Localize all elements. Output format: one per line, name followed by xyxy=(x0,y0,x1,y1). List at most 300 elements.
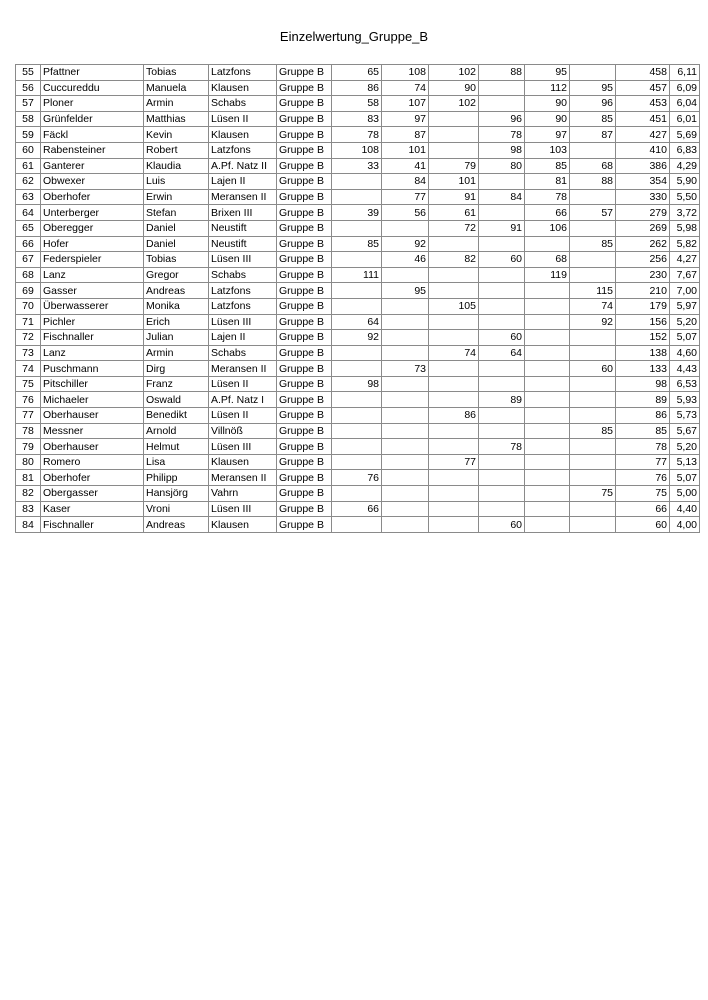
score-5-cell: 106 xyxy=(525,220,570,236)
club-cell: A.Pf. Natz I xyxy=(209,392,277,408)
rank-cell: 83 xyxy=(16,501,41,517)
last-name-cell: Ganterer xyxy=(41,158,144,174)
score-6-cell xyxy=(570,252,616,268)
score-5-cell xyxy=(525,345,570,361)
total-cell: 453 xyxy=(616,96,670,112)
average-cell: 5,00 xyxy=(670,486,700,502)
first-name-cell: Daniel xyxy=(144,220,209,236)
first-name-cell: Armin xyxy=(144,96,209,112)
score-6-cell xyxy=(570,439,616,455)
score-3-cell xyxy=(429,283,479,299)
score-1-cell: 64 xyxy=(332,314,382,330)
score-4-cell xyxy=(479,205,525,221)
rank-cell: 68 xyxy=(16,267,41,283)
last-name-cell: Fischnaller xyxy=(41,330,144,346)
score-6-cell xyxy=(570,220,616,236)
first-name-cell: Lisa xyxy=(144,454,209,470)
group-cell: Gruppe B xyxy=(277,142,332,158)
table-row xyxy=(16,80,700,96)
score-1-cell xyxy=(332,174,382,190)
score-6-cell: 75 xyxy=(570,486,616,502)
score-3-cell: 91 xyxy=(429,189,479,205)
table-row xyxy=(16,423,700,439)
last-name-cell: Cuccureddu xyxy=(41,80,144,96)
rank-cell: 60 xyxy=(16,142,41,158)
table-row xyxy=(16,345,700,361)
total-cell: 262 xyxy=(616,236,670,252)
rank-cell: 67 xyxy=(16,252,41,268)
score-4-cell: 64 xyxy=(479,345,525,361)
score-4-cell xyxy=(479,314,525,330)
total-cell: 256 xyxy=(616,252,670,268)
score-4-cell: 98 xyxy=(479,142,525,158)
average-cell: 6,11 xyxy=(670,65,700,81)
total-cell: 451 xyxy=(616,111,670,127)
table-row xyxy=(16,127,700,143)
score-3-cell: 102 xyxy=(429,96,479,112)
score-3-cell: 82 xyxy=(429,252,479,268)
score-5-cell xyxy=(525,314,570,330)
group-cell: Gruppe B xyxy=(277,408,332,424)
last-name-cell: Romero xyxy=(41,454,144,470)
score-1-cell: 76 xyxy=(332,470,382,486)
table-row xyxy=(16,205,700,221)
total-cell: 427 xyxy=(616,127,670,143)
last-name-cell: Gasser xyxy=(41,283,144,299)
first-name-cell: Dirg xyxy=(144,361,209,377)
first-name-cell: Tobias xyxy=(144,252,209,268)
score-4-cell xyxy=(479,486,525,502)
table-row xyxy=(16,376,700,392)
score-6-cell xyxy=(570,470,616,486)
first-name-cell: Benedikt xyxy=(144,408,209,424)
rank-cell: 72 xyxy=(16,330,41,346)
score-1-cell: 66 xyxy=(332,501,382,517)
table-row xyxy=(16,236,700,252)
average-cell: 3,72 xyxy=(670,205,700,221)
last-name-cell: Pitschiller xyxy=(41,376,144,392)
score-1-cell: 86 xyxy=(332,80,382,96)
rank-cell: 63 xyxy=(16,189,41,205)
first-name-cell: Klaudia xyxy=(144,158,209,174)
score-4-cell xyxy=(479,361,525,377)
group-cell: Gruppe B xyxy=(277,454,332,470)
club-cell: Latzfons xyxy=(209,283,277,299)
table-row xyxy=(16,439,700,455)
score-6-cell xyxy=(570,454,616,470)
score-5-cell xyxy=(525,361,570,377)
first-name-cell: Monika xyxy=(144,298,209,314)
score-3-cell: 77 xyxy=(429,454,479,470)
score-3-cell: 90 xyxy=(429,80,479,96)
average-cell: 5,98 xyxy=(670,220,700,236)
total-cell: 89 xyxy=(616,392,670,408)
table-row xyxy=(16,408,700,424)
rank-cell: 75 xyxy=(16,376,41,392)
score-1-cell: 33 xyxy=(332,158,382,174)
first-name-cell: Kevin xyxy=(144,127,209,143)
club-cell: Villnöß xyxy=(209,423,277,439)
first-name-cell: Franz xyxy=(144,376,209,392)
group-cell: Gruppe B xyxy=(277,361,332,377)
club-cell: Lüsen II xyxy=(209,408,277,424)
club-cell: Schabs xyxy=(209,96,277,112)
score-1-cell xyxy=(332,361,382,377)
score-6-cell xyxy=(570,408,616,424)
score-2-cell: 108 xyxy=(382,65,429,81)
score-4-cell xyxy=(479,298,525,314)
score-1-cell xyxy=(332,439,382,455)
group-cell: Gruppe B xyxy=(277,236,332,252)
club-cell: Meransen II xyxy=(209,189,277,205)
score-5-cell xyxy=(525,330,570,346)
first-name-cell: Tobias xyxy=(144,65,209,81)
last-name-cell: Obergasser xyxy=(41,486,144,502)
rank-cell: 82 xyxy=(16,486,41,502)
table-row xyxy=(16,298,700,314)
last-name-cell: Puschmann xyxy=(41,361,144,377)
score-6-cell xyxy=(570,376,616,392)
last-name-cell: Oberhofer xyxy=(41,470,144,486)
table-row xyxy=(16,65,700,81)
score-4-cell xyxy=(479,454,525,470)
club-cell: Neustift xyxy=(209,220,277,236)
club-cell: Meransen II xyxy=(209,361,277,377)
club-cell: Lüsen II xyxy=(209,376,277,392)
score-2-cell: 87 xyxy=(382,127,429,143)
table-row xyxy=(16,96,700,112)
score-2-cell: 95 xyxy=(382,283,429,299)
total-cell: 77 xyxy=(616,454,670,470)
score-5-cell: 97 xyxy=(525,127,570,143)
score-5-cell xyxy=(525,501,570,517)
club-cell: Lüsen III xyxy=(209,314,277,330)
score-5-cell: 78 xyxy=(525,189,570,205)
first-name-cell: Armin xyxy=(144,345,209,361)
average-cell: 5,82 xyxy=(670,236,700,252)
rank-cell: 66 xyxy=(16,236,41,252)
club-cell: Vahrn xyxy=(209,486,277,502)
average-cell: 5,20 xyxy=(670,314,700,330)
table-row xyxy=(16,267,700,283)
table-row xyxy=(16,142,700,158)
score-6-cell: 74 xyxy=(570,298,616,314)
score-4-cell: 80 xyxy=(479,158,525,174)
average-cell: 4,00 xyxy=(670,517,700,533)
table-row xyxy=(16,454,700,470)
score-5-cell xyxy=(525,454,570,470)
score-5-cell xyxy=(525,298,570,314)
total-cell: 457 xyxy=(616,80,670,96)
score-3-cell xyxy=(429,330,479,346)
rank-cell: 62 xyxy=(16,174,41,190)
score-1-cell xyxy=(332,486,382,502)
score-4-cell: 78 xyxy=(479,127,525,143)
total-cell: 330 xyxy=(616,189,670,205)
total-cell: 386 xyxy=(616,158,670,174)
score-6-cell: 68 xyxy=(570,158,616,174)
rank-cell: 70 xyxy=(16,298,41,314)
group-cell: Gruppe B xyxy=(277,189,332,205)
score-1-cell: 39 xyxy=(332,205,382,221)
score-6-cell: 85 xyxy=(570,236,616,252)
rank-cell: 69 xyxy=(16,283,41,299)
average-cell: 5,07 xyxy=(670,470,700,486)
club-cell: Latzfons xyxy=(209,142,277,158)
first-name-cell: Oswald xyxy=(144,392,209,408)
average-cell: 6,04 xyxy=(670,96,700,112)
score-3-cell xyxy=(429,501,479,517)
score-3-cell: 61 xyxy=(429,205,479,221)
rank-cell: 73 xyxy=(16,345,41,361)
score-4-cell: 96 xyxy=(479,111,525,127)
last-name-cell: Federspieler xyxy=(41,252,144,268)
score-1-cell xyxy=(332,189,382,205)
average-cell: 5,93 xyxy=(670,392,700,408)
last-name-cell: Grünfelder xyxy=(41,111,144,127)
group-cell: Gruppe B xyxy=(277,298,332,314)
group-cell: Gruppe B xyxy=(277,314,332,330)
last-name-cell: Oberhofer xyxy=(41,189,144,205)
total-cell: 354 xyxy=(616,174,670,190)
score-5-cell: 81 xyxy=(525,174,570,190)
score-5-cell xyxy=(525,470,570,486)
total-cell: 152 xyxy=(616,330,670,346)
score-2-cell: 92 xyxy=(382,236,429,252)
score-3-cell: 86 xyxy=(429,408,479,424)
table-row xyxy=(16,283,700,299)
score-1-cell: 92 xyxy=(332,330,382,346)
score-3-cell: 105 xyxy=(429,298,479,314)
average-cell: 5,97 xyxy=(670,298,700,314)
group-cell: Gruppe B xyxy=(277,220,332,236)
club-cell: Lajen II xyxy=(209,174,277,190)
score-4-cell xyxy=(479,267,525,283)
score-2-cell xyxy=(382,220,429,236)
total-cell: 156 xyxy=(616,314,670,330)
last-name-cell: Oberhauser xyxy=(41,408,144,424)
average-cell: 4,43 xyxy=(670,361,700,377)
score-4-cell xyxy=(479,423,525,439)
group-cell: Gruppe B xyxy=(277,174,332,190)
table-row xyxy=(16,501,700,517)
last-name-cell: Hofer xyxy=(41,236,144,252)
table-row xyxy=(16,174,700,190)
club-cell: Lüsen III xyxy=(209,252,277,268)
score-1-cell: 58 xyxy=(332,96,382,112)
last-name-cell: Oberegger xyxy=(41,220,144,236)
score-5-cell: 95 xyxy=(525,65,570,81)
score-6-cell xyxy=(570,142,616,158)
score-6-cell xyxy=(570,65,616,81)
group-cell: Gruppe B xyxy=(277,517,332,533)
score-4-cell: 60 xyxy=(479,330,525,346)
score-2-cell: 46 xyxy=(382,252,429,268)
score-3-cell xyxy=(429,486,479,502)
score-1-cell: 98 xyxy=(332,376,382,392)
total-cell: 78 xyxy=(616,439,670,455)
group-cell: Gruppe B xyxy=(277,158,332,174)
score-2-cell xyxy=(382,439,429,455)
group-cell: Gruppe B xyxy=(277,470,332,486)
club-cell: Lajen II xyxy=(209,330,277,346)
score-1-cell xyxy=(332,298,382,314)
score-1-cell xyxy=(332,283,382,299)
last-name-cell: Michaeler xyxy=(41,392,144,408)
first-name-cell: Daniel xyxy=(144,236,209,252)
score-3-cell xyxy=(429,314,479,330)
total-cell: 458 xyxy=(616,65,670,81)
score-6-cell xyxy=(570,267,616,283)
score-4-cell xyxy=(479,501,525,517)
rank-cell: 58 xyxy=(16,111,41,127)
score-4-cell xyxy=(479,96,525,112)
table-row xyxy=(16,158,700,174)
score-3-cell: 102 xyxy=(429,65,479,81)
first-name-cell: Arnold xyxy=(144,423,209,439)
last-name-cell: Messner xyxy=(41,423,144,439)
table-row xyxy=(16,517,700,533)
score-3-cell xyxy=(429,517,479,533)
score-1-cell xyxy=(332,423,382,439)
score-4-cell: 89 xyxy=(479,392,525,408)
table-row xyxy=(16,470,700,486)
score-1-cell xyxy=(332,220,382,236)
last-name-cell: Lanz xyxy=(41,345,144,361)
score-4-cell: 84 xyxy=(479,189,525,205)
table-row xyxy=(16,392,700,408)
table-row xyxy=(16,330,700,346)
average-cell: 5,67 xyxy=(670,423,700,439)
score-6-cell: 85 xyxy=(570,423,616,439)
rank-cell: 61 xyxy=(16,158,41,174)
score-2-cell xyxy=(382,517,429,533)
club-cell: Brixen III xyxy=(209,205,277,221)
club-cell: Latzfons xyxy=(209,65,277,81)
score-3-cell: 72 xyxy=(429,220,479,236)
group-cell: Gruppe B xyxy=(277,330,332,346)
score-2-cell xyxy=(382,298,429,314)
score-1-cell xyxy=(332,252,382,268)
score-6-cell: 88 xyxy=(570,174,616,190)
score-2-cell xyxy=(382,486,429,502)
first-name-cell: Matthias xyxy=(144,111,209,127)
last-name-cell: Oberhauser xyxy=(41,439,144,455)
table-row xyxy=(16,220,700,236)
score-3-cell: 74 xyxy=(429,345,479,361)
table-row xyxy=(16,361,700,377)
score-5-cell xyxy=(525,517,570,533)
score-1-cell xyxy=(332,345,382,361)
score-2-cell: 107 xyxy=(382,96,429,112)
score-5-cell xyxy=(525,439,570,455)
score-6-cell: 57 xyxy=(570,205,616,221)
score-2-cell: 73 xyxy=(382,361,429,377)
score-4-cell: 78 xyxy=(479,439,525,455)
club-cell: Schabs xyxy=(209,345,277,361)
average-cell: 4,60 xyxy=(670,345,700,361)
score-4-cell: 88 xyxy=(479,65,525,81)
last-name-cell: Unterberger xyxy=(41,205,144,221)
score-5-cell xyxy=(525,408,570,424)
score-5-cell: 90 xyxy=(525,96,570,112)
page-title: Einzelwertung_Gruppe_B xyxy=(279,29,429,44)
first-name-cell: Erwin xyxy=(144,189,209,205)
club-cell: Neustift xyxy=(209,236,277,252)
total-cell: 75 xyxy=(616,486,670,502)
score-3-cell xyxy=(429,423,479,439)
score-6-cell: 92 xyxy=(570,314,616,330)
score-6-cell xyxy=(570,501,616,517)
score-6-cell xyxy=(570,517,616,533)
last-name-cell: Fäckl xyxy=(41,127,144,143)
score-6-cell xyxy=(570,189,616,205)
total-cell: 98 xyxy=(616,376,670,392)
total-cell: 269 xyxy=(616,220,670,236)
average-cell: 4,29 xyxy=(670,158,700,174)
score-4-cell: 60 xyxy=(479,252,525,268)
group-cell: Gruppe B xyxy=(277,392,332,408)
club-cell: Schabs xyxy=(209,267,277,283)
score-1-cell: 78 xyxy=(332,127,382,143)
score-3-cell: 79 xyxy=(429,158,479,174)
score-3-cell xyxy=(429,127,479,143)
score-2-cell: 101 xyxy=(382,142,429,158)
rank-cell: 79 xyxy=(16,439,41,455)
results-table xyxy=(15,64,700,533)
table-row xyxy=(16,486,700,502)
first-name-cell: Julian xyxy=(144,330,209,346)
rank-cell: 71 xyxy=(16,314,41,330)
score-4-cell xyxy=(479,470,525,486)
score-2-cell: 77 xyxy=(382,189,429,205)
first-name-cell: Gregor xyxy=(144,267,209,283)
rank-cell: 57 xyxy=(16,96,41,112)
club-cell: Meransen II xyxy=(209,470,277,486)
average-cell: 7,00 xyxy=(670,283,700,299)
average-cell: 6,83 xyxy=(670,142,700,158)
average-cell: 5,90 xyxy=(670,174,700,190)
first-name-cell: Stefan xyxy=(144,205,209,221)
score-2-cell xyxy=(382,423,429,439)
score-1-cell xyxy=(332,408,382,424)
score-2-cell: 84 xyxy=(382,174,429,190)
group-cell: Gruppe B xyxy=(277,65,332,81)
score-4-cell: 60 xyxy=(479,517,525,533)
score-3-cell xyxy=(429,111,479,127)
total-cell: 279 xyxy=(616,205,670,221)
rank-cell: 74 xyxy=(16,361,41,377)
score-5-cell: 68 xyxy=(525,252,570,268)
last-name-cell: Ploner xyxy=(41,96,144,112)
score-3-cell xyxy=(429,392,479,408)
club-cell: Klausen xyxy=(209,127,277,143)
total-cell: 133 xyxy=(616,361,670,377)
last-name-cell: Kaser xyxy=(41,501,144,517)
score-2-cell xyxy=(382,454,429,470)
first-name-cell: Erich xyxy=(144,314,209,330)
score-2-cell xyxy=(382,267,429,283)
club-cell: Lüsen II xyxy=(209,111,277,127)
score-5-cell: 66 xyxy=(525,205,570,221)
last-name-cell: Pfattner xyxy=(41,65,144,81)
total-cell: 138 xyxy=(616,345,670,361)
club-cell: Lüsen III xyxy=(209,501,277,517)
total-cell: 60 xyxy=(616,517,670,533)
score-6-cell: 115 xyxy=(570,283,616,299)
score-5-cell xyxy=(525,423,570,439)
club-cell: Klausen xyxy=(209,80,277,96)
